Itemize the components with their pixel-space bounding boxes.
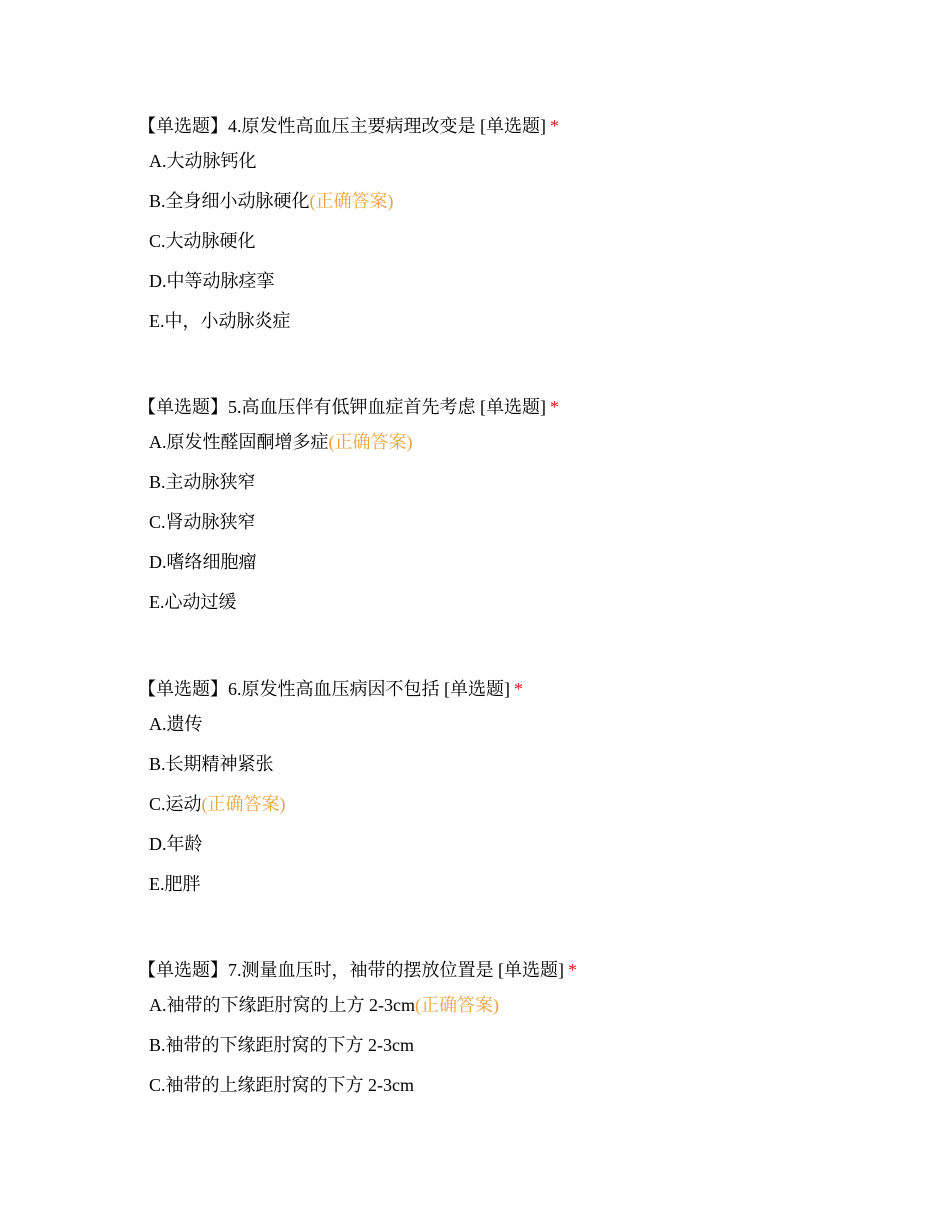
option-text: C.袖带的上缘距肘窝的下方 2-3cm <box>149 1075 414 1095</box>
question-title-text: 【单选题】5.高血压伴有低钾血症首先考虑 [单选题] <box>138 397 546 417</box>
question-title <box>138 395 898 419</box>
option-text: C.肾动脉狭窄 <box>149 512 256 532</box>
option-c <box>149 510 898 534</box>
option-d <box>149 550 898 574</box>
option-text: B.袖带的下缘距肘窝的下方 2-3cm <box>149 1035 414 1055</box>
correct-answer-label: (正确答案) <box>201 794 286 814</box>
question-title-text: 【单选题】7.测量血压时，袖带的摆放位置是 [单选题] <box>138 960 564 980</box>
option-text: A.原发性醛固酮增多症 <box>149 432 329 452</box>
option-text: D.嗜络细胞瘤 <box>149 552 257 572</box>
option-text: D.中等动脉痉挛 <box>149 271 275 291</box>
required-mark: * <box>514 679 523 699</box>
option-e <box>149 309 898 333</box>
option-a <box>149 993 898 1017</box>
option-c <box>149 792 898 816</box>
question-title-text: 【单选题】4.原发性高血压主要病理改变是 [单选题] <box>138 116 546 136</box>
question-title-text: 【单选题】6.原发性高血压病因不包括 [单选题] <box>138 679 510 699</box>
option-b <box>149 470 898 494</box>
option-text: C.大动脉硬化 <box>149 231 256 251</box>
option-text: A.大动脉钙化 <box>149 151 257 171</box>
option-e <box>149 872 898 896</box>
option-text: C.运动 <box>149 794 202 814</box>
correct-answer-label: (正确答案) <box>309 191 394 211</box>
question-title <box>138 958 898 982</box>
option-text: E.中，小动脉炎症 <box>149 311 291 331</box>
option-c <box>149 1073 898 1097</box>
correct-answer-label: (正确答案) <box>414 995 499 1015</box>
option-text: D.年龄 <box>149 834 203 854</box>
option-b <box>149 752 898 776</box>
question-title <box>138 114 898 138</box>
question-title <box>138 677 898 701</box>
option-text: E.肥胖 <box>149 874 201 894</box>
required-mark: * <box>568 960 577 980</box>
option-e <box>149 590 898 614</box>
option-text: E.心动过缓 <box>149 592 237 612</box>
option-a <box>149 430 898 454</box>
question-4 <box>138 114 898 349</box>
option-b <box>149 189 898 213</box>
required-mark: * <box>550 116 559 136</box>
question-7 <box>138 958 898 1113</box>
option-text: B.长期精神紧张 <box>149 754 274 774</box>
option-text: B.全身细小动脉硬化 <box>149 191 310 211</box>
question-6 <box>138 677 898 912</box>
correct-answer-label: (正确答案) <box>328 432 413 452</box>
question-5 <box>138 395 898 630</box>
option-b <box>149 1033 898 1057</box>
option-text: B.主动脉狭窄 <box>149 472 256 492</box>
option-d <box>149 832 898 856</box>
option-a <box>149 712 898 736</box>
option-a <box>149 149 898 173</box>
option-d <box>149 269 898 293</box>
option-text: A.遗传 <box>149 714 203 734</box>
option-text: A.袖带的下缘距肘窝的上方 2-3cm <box>149 995 415 1015</box>
required-mark: * <box>550 397 559 417</box>
option-c <box>149 229 898 253</box>
